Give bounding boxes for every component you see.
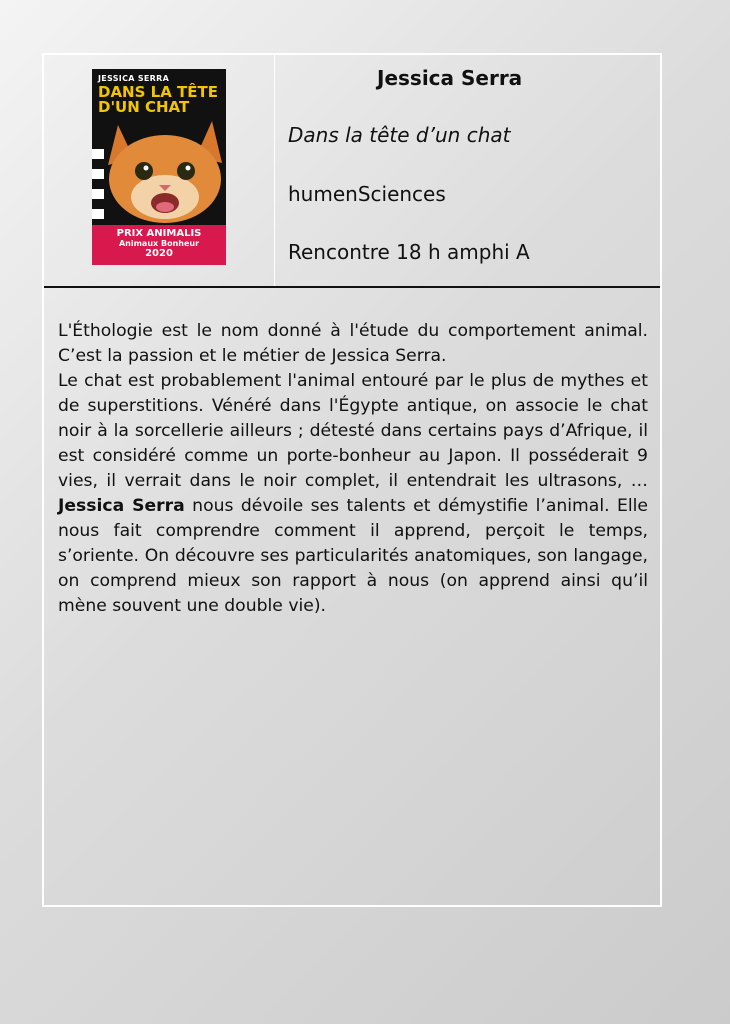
event-info: Rencontre 18 h amphi A <box>288 240 530 264</box>
author-highlight: Jessica Serra <box>58 496 185 516</box>
cover-author: JESSICA SERRA <box>98 74 170 83</box>
book-cover <box>92 69 226 265</box>
author-name: Jessica Serra <box>377 66 523 90</box>
cat-face-icon <box>104 107 226 225</box>
cover-stripe <box>92 139 104 227</box>
card-header <box>44 55 660 288</box>
paragraph-2: Le chat est probablement l'animal entouré par le plus de mythes et de superstitions. Vénéré dans l'Égypte antique, on associe le chat noir à la sorcellerie ailleurs ; détesté dans certains pays d’Afrique, il est considéré comme un porte-bonheur au Japon. Il posséderait 9 vies, il verrait dans le noir complet, il entendrait les ultrasons, … Jessica Serra nous dévoile ses talents et démystifie l’animal. Elle nous fait comprendre comment il apprend, perçoit le temps, s’oriente. On découvre ses particularités anatomiques, son langage, on comprend mieux son rapport à nous (on apprend ainsi qu’il mène souvent une double vie). <box>58 371 648 616</box>
description <box>58 319 648 619</box>
cover-title: DANS LA TÊTE D'UN CHAT <box>98 83 218 116</box>
book-card <box>42 53 662 907</box>
cover-award-band: PRIX ANIMALIS Animaux Bonheur 2020 <box>92 225 226 265</box>
header-divider <box>274 55 275 286</box>
publisher: humenSciences <box>288 182 446 206</box>
paragraph-1: L'Éthologie est le nom donné à l'étude du comportement animal. C’est la passion et le métier de Jessica Serra. <box>58 321 648 366</box>
book-title: Dans la tête d’un chat <box>288 123 511 147</box>
